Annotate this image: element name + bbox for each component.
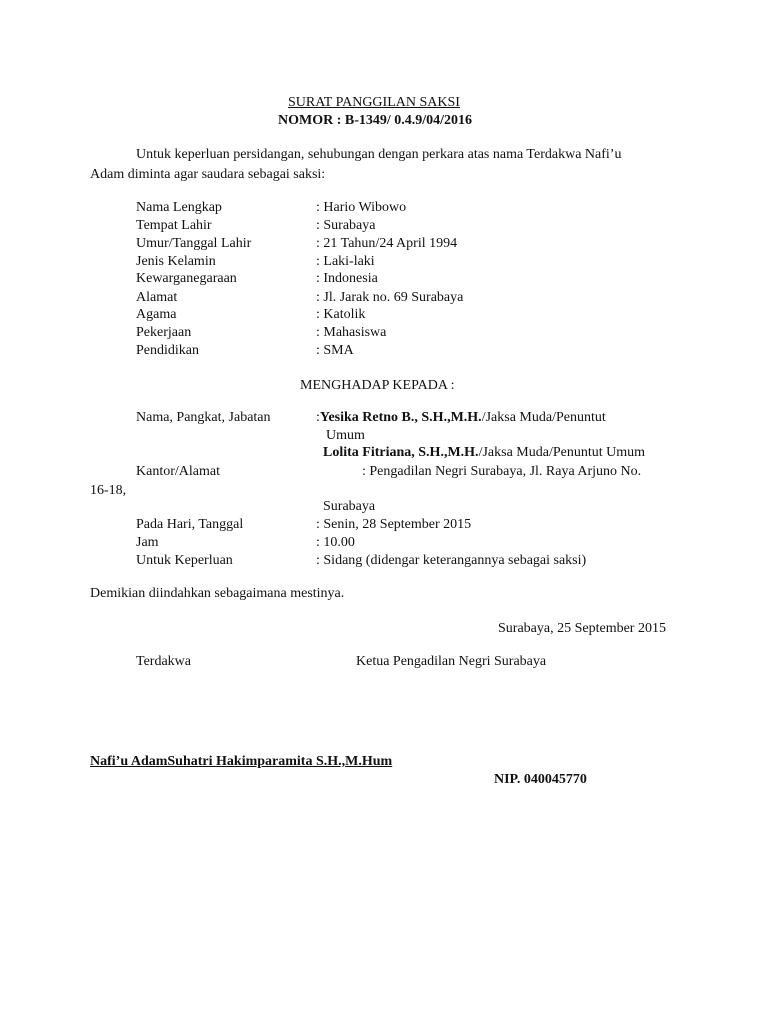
witness-label: Umur/Tanggal Lahir	[136, 236, 252, 251]
witness-label: Pendidikan	[136, 343, 199, 358]
office-city: Surabaya	[323, 499, 376, 514]
official-role-2: /Jaksa Muda/Penuntut Umum	[478, 445, 645, 460]
witness-value: : Surabaya	[316, 218, 376, 233]
witness-label: Pekerjaan	[136, 325, 192, 340]
office-value: : Pengadilan Negri Surabaya, Jl. Raya Arjuno No.	[362, 464, 642, 479]
witness-value: : Katolik	[316, 307, 366, 322]
letter-title: SURAT PANGGILAN SAKSI	[288, 95, 460, 110]
official-name-1: Yesika Retno B., S.H.,M.H.	[319, 410, 482, 425]
witness-value: : Laki-laki	[316, 254, 375, 269]
official-colon: :	[316, 410, 320, 425]
witness-label: Kewarganegaraan	[136, 271, 237, 286]
witness-value: : 21 Tahun/24 April 1994	[316, 236, 458, 251]
office-wrap: 16-18,	[90, 483, 127, 498]
office-label: Kantor/Alamat	[136, 464, 220, 479]
intro-line-1: Untuk keperluan persidangan, sehubungan dengan perkara atas nama Terdakwa Nafi’u	[136, 147, 622, 162]
witness-label: Nama Lengkap	[136, 200, 222, 215]
official-label: Nama, Pangkat, Jabatan	[136, 410, 271, 425]
schedule-value: : Sidang (didengar keterangannya sebagai saksi)	[316, 553, 587, 568]
schedule-value: : Senin, 28 September 2015	[316, 517, 472, 532]
official-name-2: Lolita Fitriana, S.H.,M.H.	[323, 445, 479, 460]
witness-value: : Mahasiswa	[316, 325, 387, 340]
place-date: Surabaya, 25 September 2015	[498, 621, 666, 636]
section-heading: MENGHADAP KEPADA :	[300, 378, 455, 393]
intro-line-2: Adam diminta agar saudara sebagai saksi:	[90, 167, 326, 182]
signature-title-right: Ketua Pengadilan Negri Surabaya	[356, 654, 547, 669]
witness-value: : SMA	[316, 343, 354, 358]
official-line-1	[316, 409, 606, 427]
witness-value: : Indonesia	[316, 271, 378, 286]
signature-title-left: Terdakwa	[136, 654, 191, 669]
official-role-1: /Jaksa Muda/Penuntut	[481, 410, 606, 425]
witness-label: Agama	[136, 307, 177, 322]
witness-label: Alamat	[136, 290, 178, 305]
official-role-1-cont: Umum	[326, 428, 365, 443]
witness-label: Jenis Kelamin	[136, 254, 216, 269]
witness-value: : Jl. Jarak no. 69 Surabaya	[316, 290, 464, 305]
schedule-label: Untuk Keperluan	[136, 553, 233, 568]
witness-value: : Hario Wibowo	[316, 200, 407, 215]
official-line-2	[323, 444, 645, 462]
schedule-label: Jam	[136, 535, 159, 550]
letter-number: NOMOR : B-1349/ 0.4.9/04/2016	[278, 113, 473, 128]
schedule-label: Pada Hari, Tanggal	[136, 517, 244, 532]
witness-label: Tempat Lahir	[136, 218, 212, 233]
signature-names: Nafi’u AdamSuhatri Hakimparamita S.H.,M.Hum	[90, 754, 393, 769]
signature-nip: NIP. 040045770	[494, 772, 587, 787]
schedule-value: : 10.00	[316, 535, 355, 550]
closing-text: Demikian diindahkan sebagaimana mestinya.	[90, 586, 345, 601]
